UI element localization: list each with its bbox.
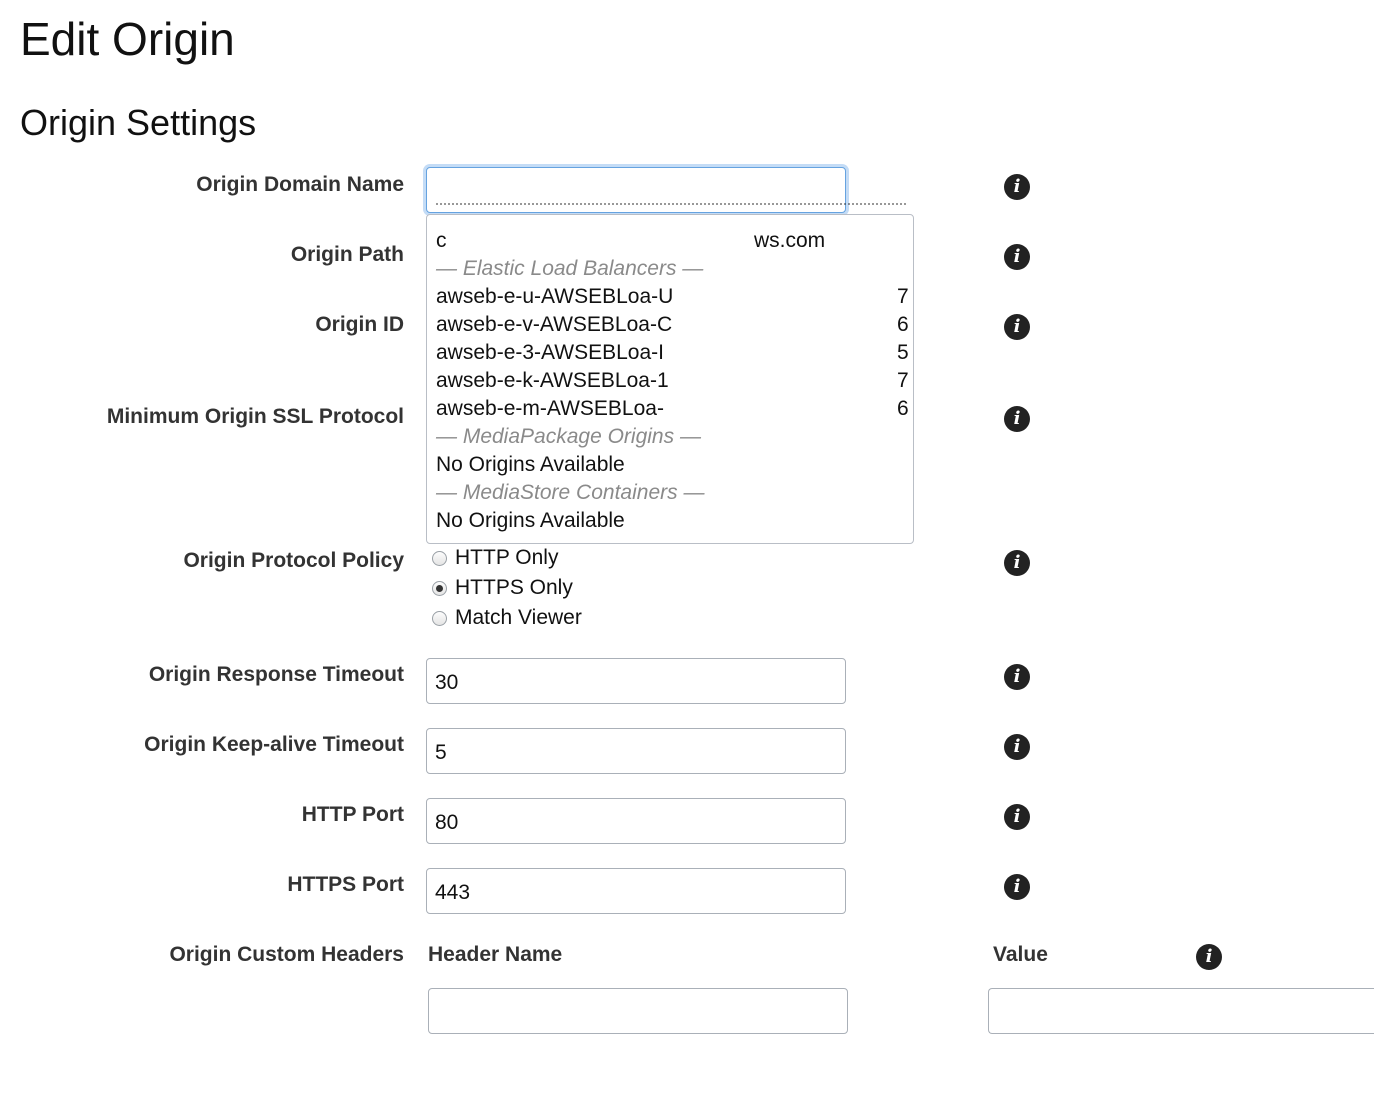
dropdown-group-mediastore: — MediaStore Containers — [436,481,705,504]
info-icon[interactable]: i [1004,550,1030,576]
info-icon[interactable]: i [1196,944,1222,970]
dropdown-item[interactable]: awseb-e-k-AWSEBLoa-1 [436,369,669,392]
dropdown-item-tail: 6 [897,313,909,336]
info-icon[interactable]: i [1004,174,1030,200]
dropdown-item[interactable]: awseb-e-3-AWSEBLoa-I [436,341,664,364]
response-timeout-input[interactable] [426,658,846,704]
value-column-label: Value [993,943,1048,966]
info-icon[interactable]: i [1004,314,1030,340]
origin-path-label: Origin Path [290,243,404,266]
radio-label: Match Viewer [455,606,582,629]
http-port-label: HTTP Port [301,803,404,826]
https-port-label: HTTPS Port [287,873,404,896]
origin-domain-name-label: Origin Domain Name [196,173,404,196]
radio-label: HTTP Only [455,546,559,569]
dropdown-item[interactable]: No Origins Available [436,453,625,476]
radio-https-only[interactable] [432,576,573,600]
dropdown-item-tail: 7 [897,285,909,308]
radio-http-only[interactable] [432,546,558,570]
header-name-column-label: Header Name [428,943,563,966]
info-icon[interactable]: i [1004,664,1030,690]
info-icon[interactable]: i [1004,244,1030,270]
dropdown-item-tail: 6 [897,397,909,420]
header-name-input[interactable] [428,988,848,1034]
radio-button[interactable] [432,611,447,626]
dropdown-item-tail: 5 [897,341,909,364]
header-value-input[interactable] [988,988,1374,1034]
section-title: Origin Settings [20,102,257,143]
page-title: Edit Origin [20,13,235,65]
dropdown-group-elb: — Elastic Load Balancers — [436,257,704,280]
info-icon[interactable]: i [1004,734,1030,760]
dropdown-item-partial-suffix[interactable]: ws.com [754,229,826,252]
http-port-input[interactable] [426,798,846,844]
radio-match-viewer[interactable] [432,606,582,630]
info-icon[interactable]: i [1004,804,1030,830]
dropdown-item[interactable]: awseb-e-v-AWSEBLoa-C [436,313,673,336]
dropdown-item[interactable]: awseb-e-m-AWSEBLoa- [436,397,664,420]
origin-protocol-policy-label: Origin Protocol Policy [183,549,404,572]
radio-button[interactable] [432,551,447,566]
info-icon[interactable]: i [1004,406,1030,432]
dropdown-item-tail: 7 [897,369,909,392]
dropdown-group-mediapackage: — MediaPackage Origins — [436,425,701,448]
radio-label: HTTPS Only [455,576,573,599]
dropdown-item[interactable]: No Origins Available [436,509,625,532]
partial-scrolled-item [436,203,906,215]
dropdown-item[interactable]: awseb-e-u-AWSEBLoa-U [436,285,674,308]
info-icon[interactable]: i [1004,874,1030,900]
custom-headers-label: Origin Custom Headers [169,943,404,966]
radio-button-checked[interactable] [432,581,447,596]
origin-domain-dropdown[interactable] [426,214,914,544]
keepalive-timeout-label: Origin Keep-alive Timeout [144,733,404,756]
https-port-input[interactable] [426,868,846,914]
keepalive-timeout-input[interactable] [426,728,846,774]
dropdown-item-partial[interactable]: c [436,229,447,252]
response-timeout-label: Origin Response Timeout [148,663,404,686]
min-ssl-protocol-label: Minimum Origin SSL Protocol [106,405,404,428]
origin-id-label: Origin ID [315,313,404,336]
